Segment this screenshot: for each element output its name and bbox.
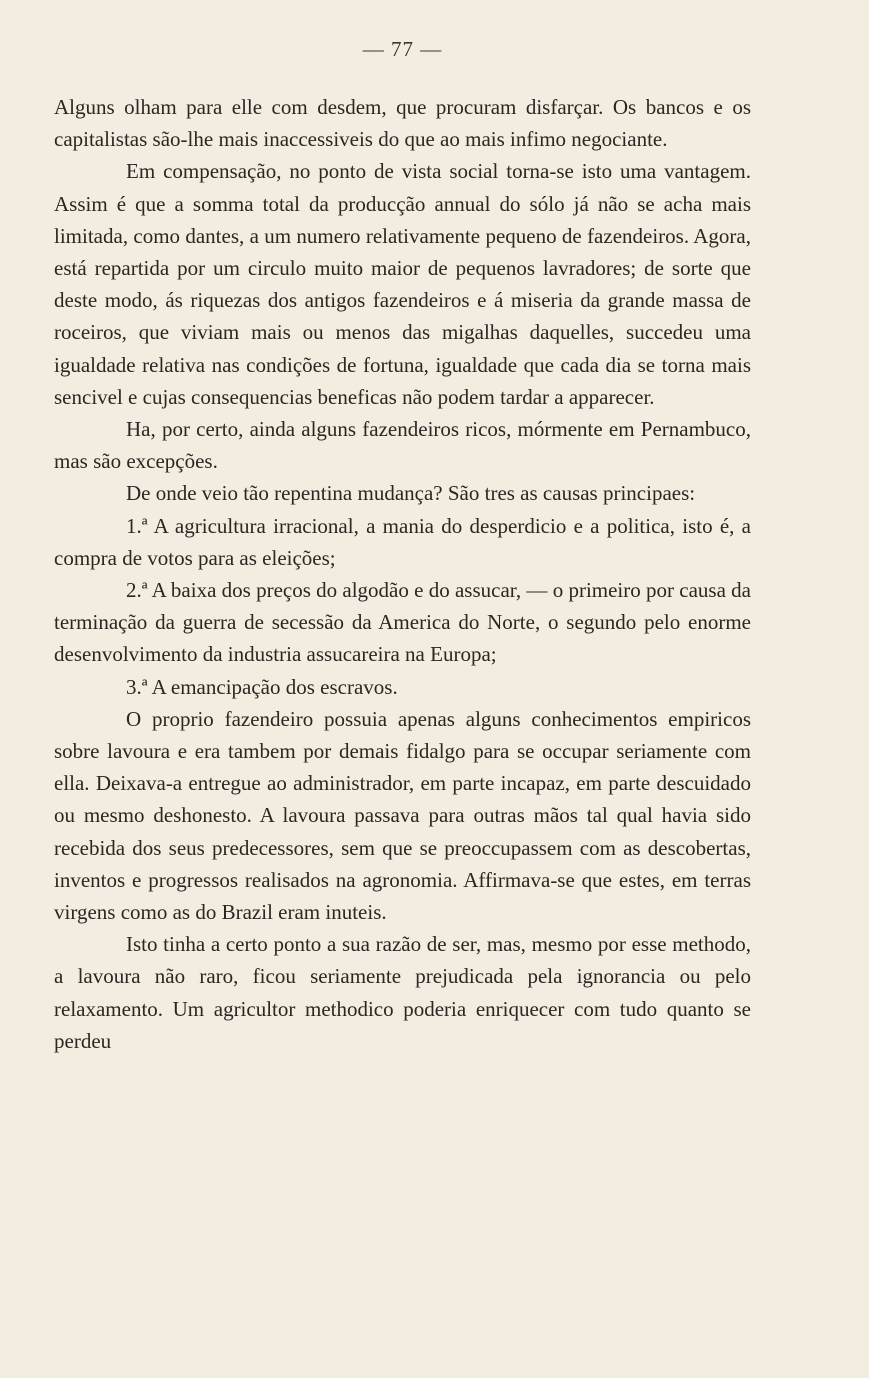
page-number: — 77 — (362, 37, 443, 61)
paragraph-2: Em compensação, no ponto de vista social torna-se isto uma vantagem. Assim é que a somma total da producção annual do sólo já não se acha mais limitada, como dantes, a um numero relativamente pequeno de fazendeiros. Agora, está repartida por um circulo muito maior de pequenos lavradores; de sorte que deste modo, ás riquezas dos antigos fazendeiros e á miseria da grande massa de roceiros, que viviam mais ou menos das migalhas daquelles, succedeu uma igualdade relativa nas condições de fortuna, igualdade que cada dia se torna mais sencivel e cujas consequencias beneficas não podem tardar a apparecer. (54, 159, 751, 409)
paragraph-9: Isto tinha a certo ponto a sua razão de ser, mas, mesmo por esse methodo, a lavoura não raro, ficou seriamente prejudicada pela ignorancia ou pelo relaxamento. Um agricultor methodico poderia enriquecer com tudo quanto se perdeu (54, 932, 751, 1053)
paragraph-3: Ha, por certo, ainda alguns fazendeiros ricos, mórmente em Pernambuco, mas são excepções. (54, 417, 751, 474)
paragraph-8: O proprio fazendeiro possuia apenas alguns conhecimentos empiricos sobre lavoura e era tambem por demais fidalgo para se occupar seriamente com ella. Deixava-a entregue ao administrador, em parte incapaz, em parte descuidado ou mesmo deshonesto. A lavoura passava para outras mãos tal qual havia sido recebida dos seus predecessores, sem que se preoccupassem com as descobertas, inventos e progressos realisados na agronomia. Affirmava-se que estes, em terras virgens como as do Brazil eram inuteis. (54, 706, 751, 925)
paragraph-7: 3.ª A emancipação dos escravos. (126, 674, 398, 699)
body-text (54, 91, 751, 1057)
paragraph-5: 1.ª A agricultura irracional, a mania do desperdicio e a politica, isto é, a compra de votos para as eleições; (54, 513, 751, 570)
paragraph-6: 2.ª A baixa dos preços do algodão e do assucar, — o primeiro por causa da terminação da guerra de secessão da America do Norte, o segundo pelo enorme desenvolvimento da industria assucareira na Europa; (54, 578, 751, 667)
paragraph-4: De onde veio tão repentina mudança? São tres as causas principaes: (126, 481, 696, 506)
paragraph-1: Alguns olham para elle com desdem, que procuram disfarçar. Os bancos e os capitalistas são-lhe mais inaccessiveis do que ao mais infimo negociante. (54, 95, 751, 152)
